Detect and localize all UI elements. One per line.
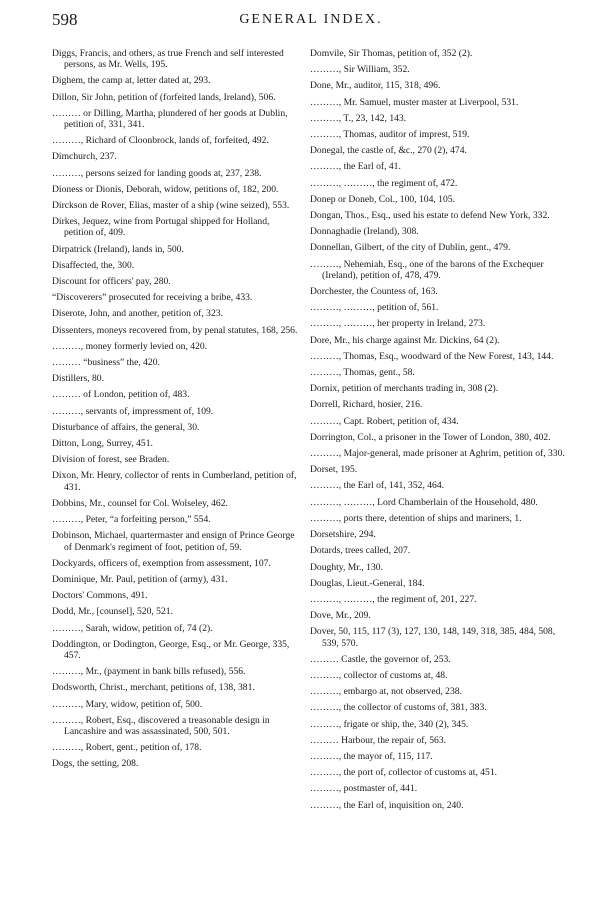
index-entry: Donnellan, Gilbert, of the city of Dublin, gent., 479.: [310, 242, 511, 254]
page-header: [52, 10, 570, 38]
index-entry: ………, collector of customs at, 48.: [310, 669, 448, 681]
index-entry: ………, ………, her property in Ireland, 273.: [310, 318, 486, 330]
index-entry: Diserote, John, and another, petition of, 323.: [52, 308, 223, 320]
index-entry: ………, the mayor of, 115, 117.: [310, 750, 433, 762]
index-entry: ………, the collector of customs of, 381, 383.: [310, 702, 487, 714]
index-entry: Dorrington, Col., a prisoner in the Tower of London, 380, 402.: [310, 431, 551, 443]
index-entry: ………, Richard of Cloonbrock, lands of, forfeited, 492.: [52, 135, 269, 147]
page-title: GENERAL INDEX.: [239, 12, 383, 27]
index-entry: ………, Major-general, made prisoner at Aghrim, petition of, 330.: [310, 448, 565, 460]
index-entry: Division of forest, see Braden.: [52, 454, 170, 466]
index-entry: ………, ………, Lord Chamberlain of the Household, 480.: [310, 496, 538, 508]
index-entry: Dobbins, Mr., counsel for Col. Wolseley, 462.: [52, 497, 228, 509]
index-entry: Doddington, or Dodington, George, Esq., or Mr. George, 335, 457.: [52, 638, 290, 661]
index-entry: ……… Castle, the governor of, 253.: [310, 653, 451, 665]
index-entry: Dotards, trees called, 207.: [310, 545, 411, 557]
index-entry: Dorrell, Richard, hosier, 216.: [310, 399, 423, 411]
index-entry: ………, Sir William, 352.: [310, 64, 410, 76]
index-entry: Ditton, Long, Surrey, 451.: [52, 438, 153, 450]
index-entry: ………, Mr. Samuel, muster master at Liverpool, 531.: [310, 96, 519, 108]
index-entry: ………, Thomas, gent., 58.: [310, 367, 415, 379]
index-entry: Dorset, 195.: [310, 464, 358, 476]
index-entry: Disturbance of affairs, the general, 30.: [52, 421, 200, 433]
index-entry: Dominique, Mr. Paul, petition of (army), 431.: [52, 573, 228, 585]
index-entry: ………, Robert, gent., petition of, 178.: [52, 742, 202, 754]
index-entry: ………, Thomas, Esq., woodward of the New Forest, 143, 144.: [310, 350, 554, 362]
index-entry: ………, ports there, detention of ships and mariners, 1.: [310, 512, 522, 524]
index-entry: Dirkes, Jequez, wine from Portugal shipped for Holland, petition of, 409.: [52, 216, 270, 239]
index-entry: ……… or Dilling, Martha, plundered of her goods at Dublin, petition of, 331, 341.: [52, 107, 288, 131]
index-entry: Donep or Doneb, Col., 100, 104, 105.: [310, 193, 455, 205]
index-entry: ………, the Earl of, 41.: [310, 161, 401, 173]
index-entry: ………, the Earl of, 141, 352, 464.: [310, 480, 445, 492]
index-entry: Dixon, Mr. Henry, collector of rents in Cumberland, petition of, 431.: [52, 470, 297, 493]
index-entry: ………, frigate or ship, the, 340 (2), 345.: [310, 718, 469, 730]
index-entry: ………, T., 23, 142, 143.: [310, 112, 407, 124]
index-entry: Dogs, the setting, 208.: [52, 758, 139, 770]
index-column-left: [52, 48, 298, 775]
index-entry: Dornix, petition of merchants trading in, 308 (2).: [310, 383, 499, 395]
index-entry: ……… Harbour, the repair of, 563.: [310, 734, 447, 746]
index-entry: Dirpatrick (Ireland), lands in, 500.: [52, 243, 184, 255]
index-entry: Dorsetshire, 294.: [310, 529, 376, 541]
index-entry: Dover, 50, 115, 117 (3), 127, 130, 148, 149, 318, 385, 484, 508, 539, 570.: [310, 626, 556, 649]
index-entry: ………, ………, the regiment of, 472.: [310, 177, 458, 189]
index-entry: Douglas, Lieut.-General, 184.: [310, 577, 425, 589]
index-entry: ………, the Earl of, inquisition on, 240.: [310, 799, 464, 811]
index-entry: Dodd, Mr., [counsel], 520, 521.: [52, 606, 173, 618]
index-entry: Discount for officers' pay, 280.: [52, 276, 171, 288]
index-entry: Doughty, Mr., 130.: [310, 561, 383, 573]
index-entry: ………, Robert, Esq., discovered a treasonable design in Lancashire and was assassinated, 500, 501.: [52, 714, 270, 737]
index-entry: ………, the port of, collector of customs at, 451.: [310, 767, 498, 779]
index-entry: ……… “business” the, 420.: [52, 357, 160, 369]
index-entry: Dioness or Dionis, Deborah, widow, petitions of, 182, 200.: [52, 183, 279, 195]
index-entry: ………, persons seized for landing goods at, 237, 238.: [52, 167, 262, 179]
index-entry: ………, money formerly levied on, 420.: [52, 340, 208, 352]
index-column-right: [310, 48, 568, 816]
index-entry: Dillon, Sir John, petition of (forfeited lands, Ireland), 506.: [52, 91, 276, 103]
index-entry: Dorchester, the Countess of, 163.: [310, 286, 438, 298]
index-entry: Dobinson, Michael, quartermaster and ensign of Prince George of Denmark's regiment of foot, petition of, 59.: [52, 530, 295, 553]
index-entry: ………, ………, petition of, 561.: [310, 302, 439, 314]
page-number: 598: [52, 10, 78, 29]
index-entry: Dore, Mr., his charge against Mr. Dickins, 64 (2).: [310, 334, 500, 346]
index-entry: ……… of London, petition of, 483.: [52, 389, 190, 401]
index-entry: Distillers, 80.: [52, 373, 104, 385]
index-entry: Dissenters, moneys recovered from, by penal statutes, 168, 256.: [52, 324, 298, 336]
index-entry: Dockyards, officers of, exemption from assessment, 107.: [52, 557, 271, 569]
index-entry: ………, Mary, widow, petition of, 500.: [52, 698, 203, 710]
index-entry: Dongan, Thos., Esq., used his estate to defend New York, 332.: [310, 210, 550, 222]
index-entry: Doctors' Commons, 491.: [52, 590, 148, 602]
index-entry: ………, postmaster of, 441.: [310, 783, 418, 795]
index-entry: ………, Capt. Robert, petition of, 434.: [310, 415, 459, 427]
index-entry: ………, Mr., (payment in bank bills refused), 556.: [52, 666, 246, 678]
index-entry: Done, Mr., auditor, 115, 318, 496.: [310, 80, 441, 92]
index-entry: Dodsworth, Christ., merchant, petitions of, 138, 381.: [52, 682, 255, 694]
index-entry: ………, Nehemiah, Esq., one of the barons of the Exchequer (Ireland), petition of, 478, 479.: [310, 258, 544, 281]
index-entry: Diggs, Francis, and others, as true French and self interested persons, as Mr. Wells, 195.: [52, 48, 284, 71]
index-entry: ………, Thomas, auditor of imprest, 519.: [310, 129, 470, 141]
index-entry: Dimchurch, 237.: [52, 151, 117, 163]
index-entry: ………, Sarah, widow, petition of, 74 (2).: [52, 622, 213, 634]
index-entry: Disaffected, the, 300.: [52, 259, 135, 271]
index-entry: ………, embargo at, not observed, 238.: [310, 686, 462, 698]
index-entry: Dirckson de Rover, Elias, master of a ship (wine seized), 553.: [52, 200, 290, 212]
index-entry: Dove, Mr., 209.: [310, 610, 371, 622]
index-entry: Donnaghadie (Ireland), 308.: [310, 226, 419, 238]
index-entry: Domvile, Sir Thomas, petition of, 352 (2).: [310, 48, 473, 59]
index-entry: “Discoverers” prosecuted for receiving a bribe, 433.: [52, 292, 253, 304]
index-entry: Donegal, the castle of, &c., 270 (2), 474.: [310, 145, 467, 157]
index-entry: Dighem, the camp at, letter dated at, 293.: [52, 75, 211, 87]
index-entry: ………, servants of, impressment of, 109.: [52, 405, 214, 417]
index-entry: ………, Peter, “a forfeiting person,” 554.: [52, 514, 211, 526]
index-entry: ………, ………, the regiment of, 201, 227.: [310, 593, 477, 605]
